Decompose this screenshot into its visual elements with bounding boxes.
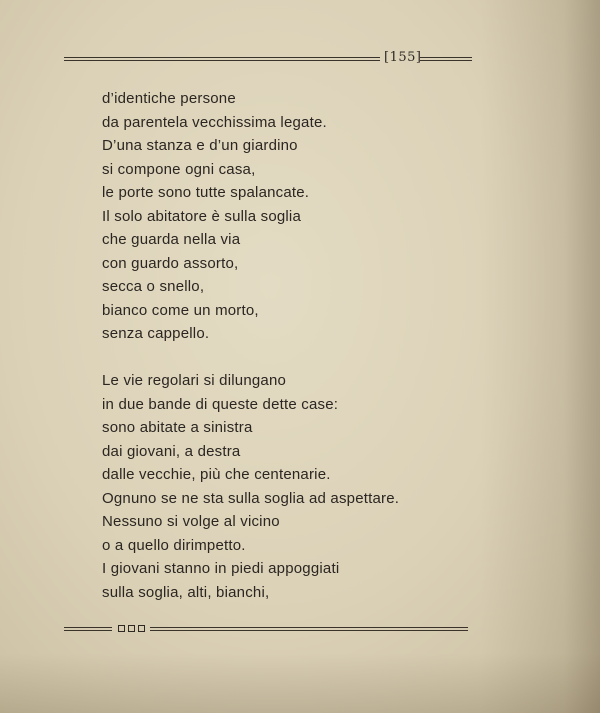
box-ornament [118,625,145,632]
verse-line: d’identiche persone [102,90,236,107]
verse-line: Il solo abitatore è sulla soglia [102,207,302,225]
verse-line: da parentela vecchissima legate. [102,113,327,131]
stanza-1 [102,87,327,346]
stanza-2 [102,369,399,604]
verse-line: Ognuno se ne sta sulla soglia ad aspettare. [102,489,400,507]
verse-line: le porte sono tutte spalancate. [102,184,310,201]
square-ornament-icon [118,625,125,632]
verse-line: dai giovani, a destra [102,442,241,460]
header-rule-line-top [64,57,380,58]
verse-line: o a quello dirimpetto. [102,536,246,554]
verse-line: senza cappello. [102,325,210,342]
verse-line: Nessuno si volge al vicino [102,513,280,530]
header-rule-line-right-top [420,57,472,58]
footer-rule-line-left-top [64,627,112,628]
verse-line: con guardo assorto, [102,254,239,272]
square-ornament-icon [138,625,145,632]
verse-line: che guarda nella via [102,231,241,248]
verse-line: D’una stanza e d’un giardino [102,137,298,154]
page-bottom-shadow [0,653,600,713]
verse-line: bianco come un morto, [102,301,259,319]
verse-line: sulla soglia, alti, bianchi, [102,583,270,601]
page-number: [155] [384,50,422,65]
footer-rule-line-right-bottom [150,630,468,631]
verse-line: I giovani stanno in piedi appoggiati [102,560,340,577]
header-rule-line-right-bottom [420,60,472,61]
verse-line: si compone ogni casa, [102,160,256,178]
verse-line: in due bande di queste dette case: [102,395,339,413]
footer-rule-line-right-top [150,627,468,628]
verse-line: secca o snello, [102,278,205,295]
page-footer [64,622,468,638]
footer-rule-line-left-bottom [64,630,112,631]
verse-line: Le vie regolari si dilungano [102,372,287,389]
header-rule-line-bottom [64,60,380,61]
page-header [64,52,472,68]
verse-line: sono abitate a sinistra [102,419,253,436]
page-edge-shadow [480,0,600,713]
verse-line: dalle vecchie, più che centenarie. [102,466,331,483]
square-ornament-icon [128,625,135,632]
